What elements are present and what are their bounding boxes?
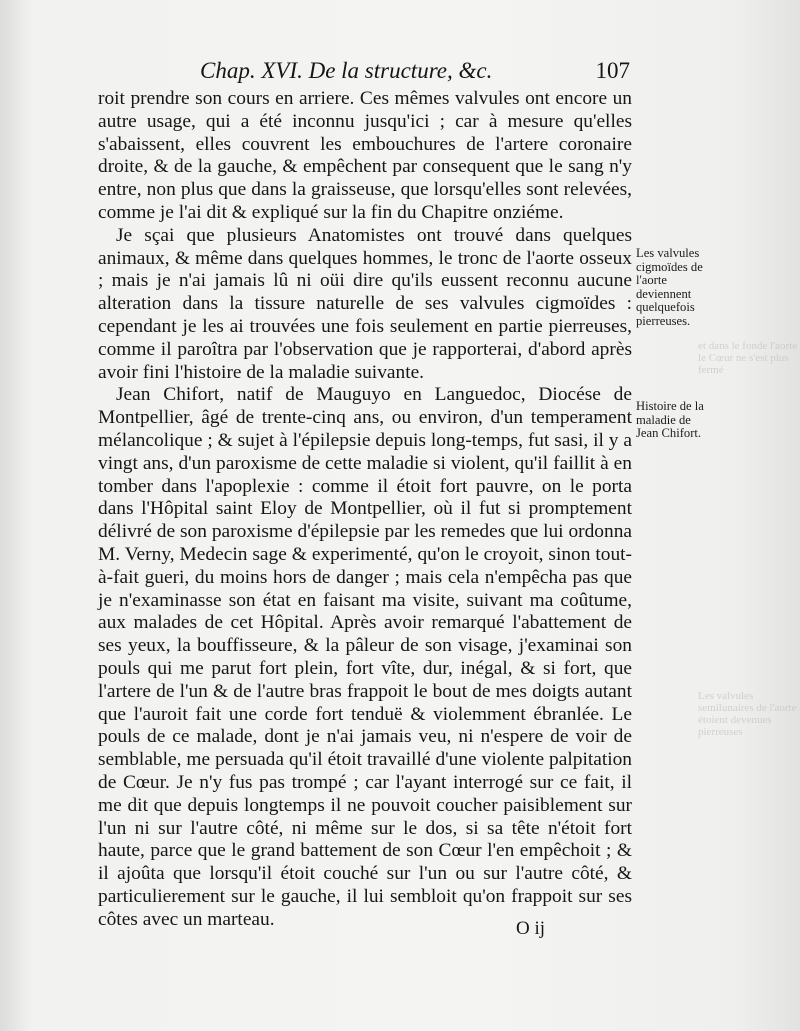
signature-mark: O ij xyxy=(516,918,546,939)
margin-note-histoire: Histoire de la maladie de Jean Chifort. xyxy=(636,399,704,441)
bleed-through-text: Les valvules semilunaires de l'aorte étoient devenues pierreuses xyxy=(698,690,797,738)
page-header xyxy=(200,58,630,86)
paragraph-jean-chifort: Jean Chifort, natif de Mauguyo en Languedoc, Diocése de Montpellier, âgé de trente-cinq ans, ou environ, d'un temperament mélancolique ; & sujet à l'épilepsie depuis long-temps, fut sasi, il y a vingt ans, d'un paroxisme de cette maladie si violent, qu'il faillit à en tomber dans l'apoplexie : comme il étoit fort pauvre, on le porta dans l'Hôpital saint Eloy de Montpellier, où il fut si promptement délivré de son paroxisme d'épilepsie par les remedes que lui ordonna M. Verny, Medecin sage & experimenté, qu'on le croyoit, sinon tout-à-fait gueri, du moins hors de danger ; mais cela n'empêcha pas que je n'examinasse son état en faisant ma visite, suivant ma coûtume, aux malades de cet Hôpital. Après avoir remarqué l'abattement de ses yeux, la bouffisseure, & la pâleur de son visage, j'examinai son pouls qui me parut fort plein, fort vîte, dur, inégal, & si fort, que l'artere de l'un & de l'autre bras frappoit le bout de mes doigts autant que l'auroit fait une corde fort tenduë & violemment ébranlée. Le pouls de ce malade, dont je n'ai jamais veu, ni n'espere de voir de semblable, me persuada qu'il étoit travaillé d'une violente palpitation de Cœur. Je n'y fus pas trompé ; car l'ayant interrogé sur ce fait, il me dit que depuis longtemps il ne pouvoit coucher paisiblement sur l'un ni sur l'autre côté, ni même sur le dos, si sa tête n'étoit fort haute, parce que le grand battement de son Cœur l'en empêchoit ; & il ajoûta que lorsqu'il étoit couché sur l'un ou sur l'autre côté, & particulierement sur le gauche, il lui sembloit qu'on frappoit sur ses côtes avec un marteau. xyxy=(98,384,632,930)
paragraph-continuation: roit prendre son cours en arriere. Ces mêmes valvules ont encore un autre usage, qui a été inconnu jusqu'ici ; car à mesure qu'elles s'abaissent, elles couvrent les embouchures de l'artere coronaire droite, & de la gauche, & empêchent par consequent que le sang n'y entre, non plus que dans la graisseuse, que lorsqu'elles sont relevées, comme je l'ai dit & expliqué sur la fin du Chapitre onziéme. xyxy=(98,88,632,223)
paragraph-anatomists: Je sçai que plusieurs Anatomistes ont trouvé dans quelques animaux, & même dans quelques hommes, le tronc de l'aorte osseux ; mais je n'ai jamais lû ni oüi dire qu'ils eussent reconnu aucune alteration dans la tissure naturelle de ses valvules cigmoïdes : cependant je les ai trouvées une fois seulement en partie pierreuses, comme il paroîtra par l'observation que je rapporterai, d'abord après avoir fini l'histoire de la maladie suivante. xyxy=(98,224,632,383)
margin-note-valvules: Les valvules cigmoïdes de l'aorte deviennent quelquefois pierreuses. xyxy=(636,246,703,328)
running-title: Chap. XVI. De la structure, &c. xyxy=(200,58,493,83)
page-number: 107 xyxy=(595,58,630,83)
bleed-through-text: et dans le fonde l'aorte le Cœur ne s'est plus fermé xyxy=(698,340,798,376)
body-text xyxy=(98,88,632,931)
